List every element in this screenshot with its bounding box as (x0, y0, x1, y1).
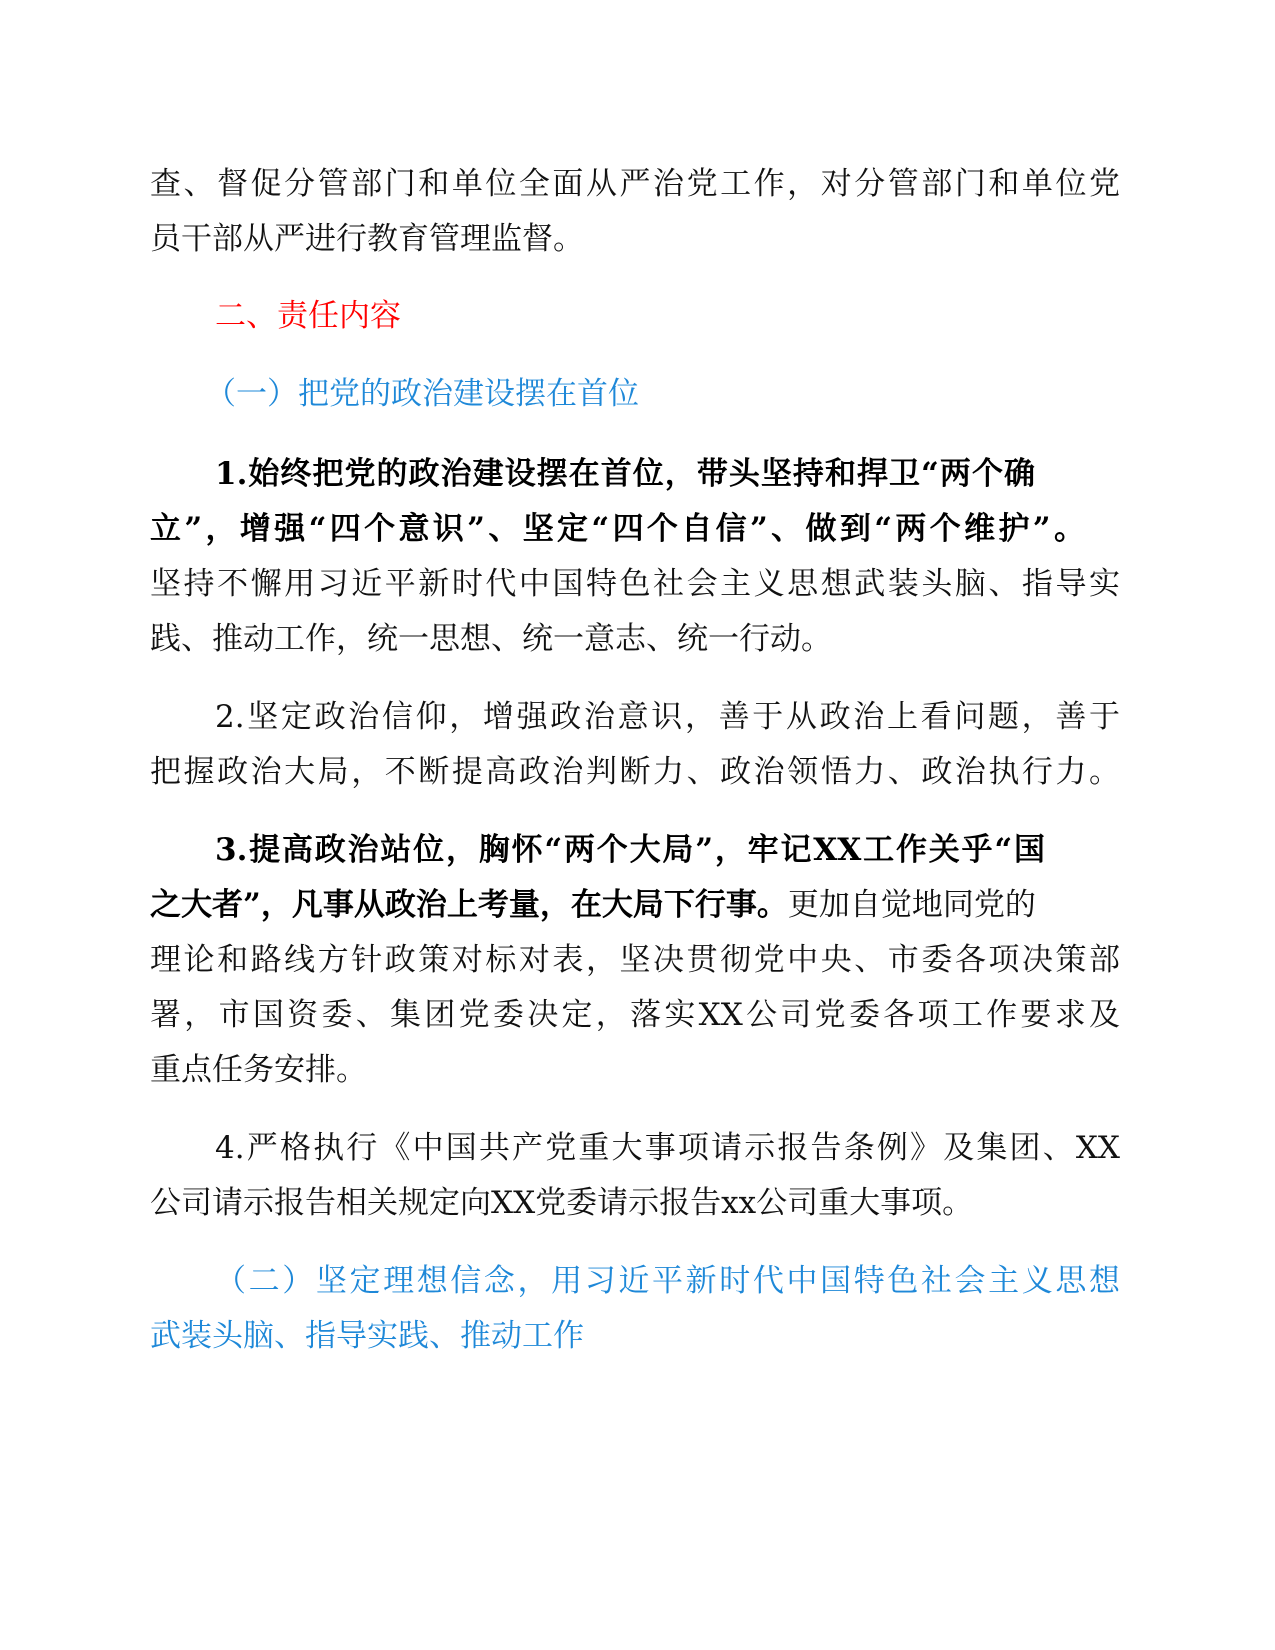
body-line: 公司请示报告相关规定向XX党委请示报告xx公司重大事项。 (150, 1185, 974, 1221)
body-line: 践、推动工作，统一思想、统一意志、统一行动。 (150, 621, 832, 657)
subsection-heading: （二）坚定理想信念，用习近平新时代中国特色社会主义思想 (215, 1263, 1120, 1299)
subsection-heading: （一）把党的政治建设摆在首位 (205, 376, 639, 412)
body-line: 查、督促分管部门和单位全面从严治党工作，对分管部门和单位党 (150, 166, 1120, 202)
body-line: 4.严格执行《中国共产党重大事项请示报告条例》及集团、XX (215, 1130, 1120, 1166)
subsection-heading: 武装头脑、指导实践、推动工作 (150, 1318, 584, 1354)
body-line: 把握政治大局，不断提高政治判断力、政治领悟力、政治执行力。 (150, 754, 1120, 790)
body-line: 2.坚定政治信仰，增强政治意识，善于从政治上看问题，善于 (215, 699, 1120, 735)
body-line-bold: 1.始终把党的政治建设摆在首位，带头坚持和捍卫“两个确 (215, 456, 1035, 492)
normal-segment: 更加自觉地同党的 (787, 887, 1036, 923)
body-line-bold: 立”，增强“四个意识”、坚定“四个自信”、做到“两个维护”。 (150, 511, 1085, 547)
body-line: 员干部从严进行教育管理监督。 (150, 221, 584, 257)
body-line: 署，市国资委、集团党委决定，落实XX公司党委各项工作要求及 (150, 997, 1120, 1033)
body-line: 坚持不懈用习近平新时代中国特色社会主义思想武装头脑、指导实 (150, 566, 1120, 602)
section-heading: 二、责任内容 (215, 298, 401, 334)
body-line: 重点任务安排。 (150, 1052, 367, 1088)
bold-segment: 之大者”，凡事从政治上考量，在大局下行事。 (150, 887, 788, 923)
body-line-bold: 3.提高政治站位，胸怀“两个大局”，牢记XX工作关乎“国 (215, 832, 1045, 868)
body-line: 理论和路线方针政策对标对表，坚决贯彻党中央、市委各项决策部 (150, 942, 1120, 978)
body-line-mixed (150, 877, 1120, 933)
